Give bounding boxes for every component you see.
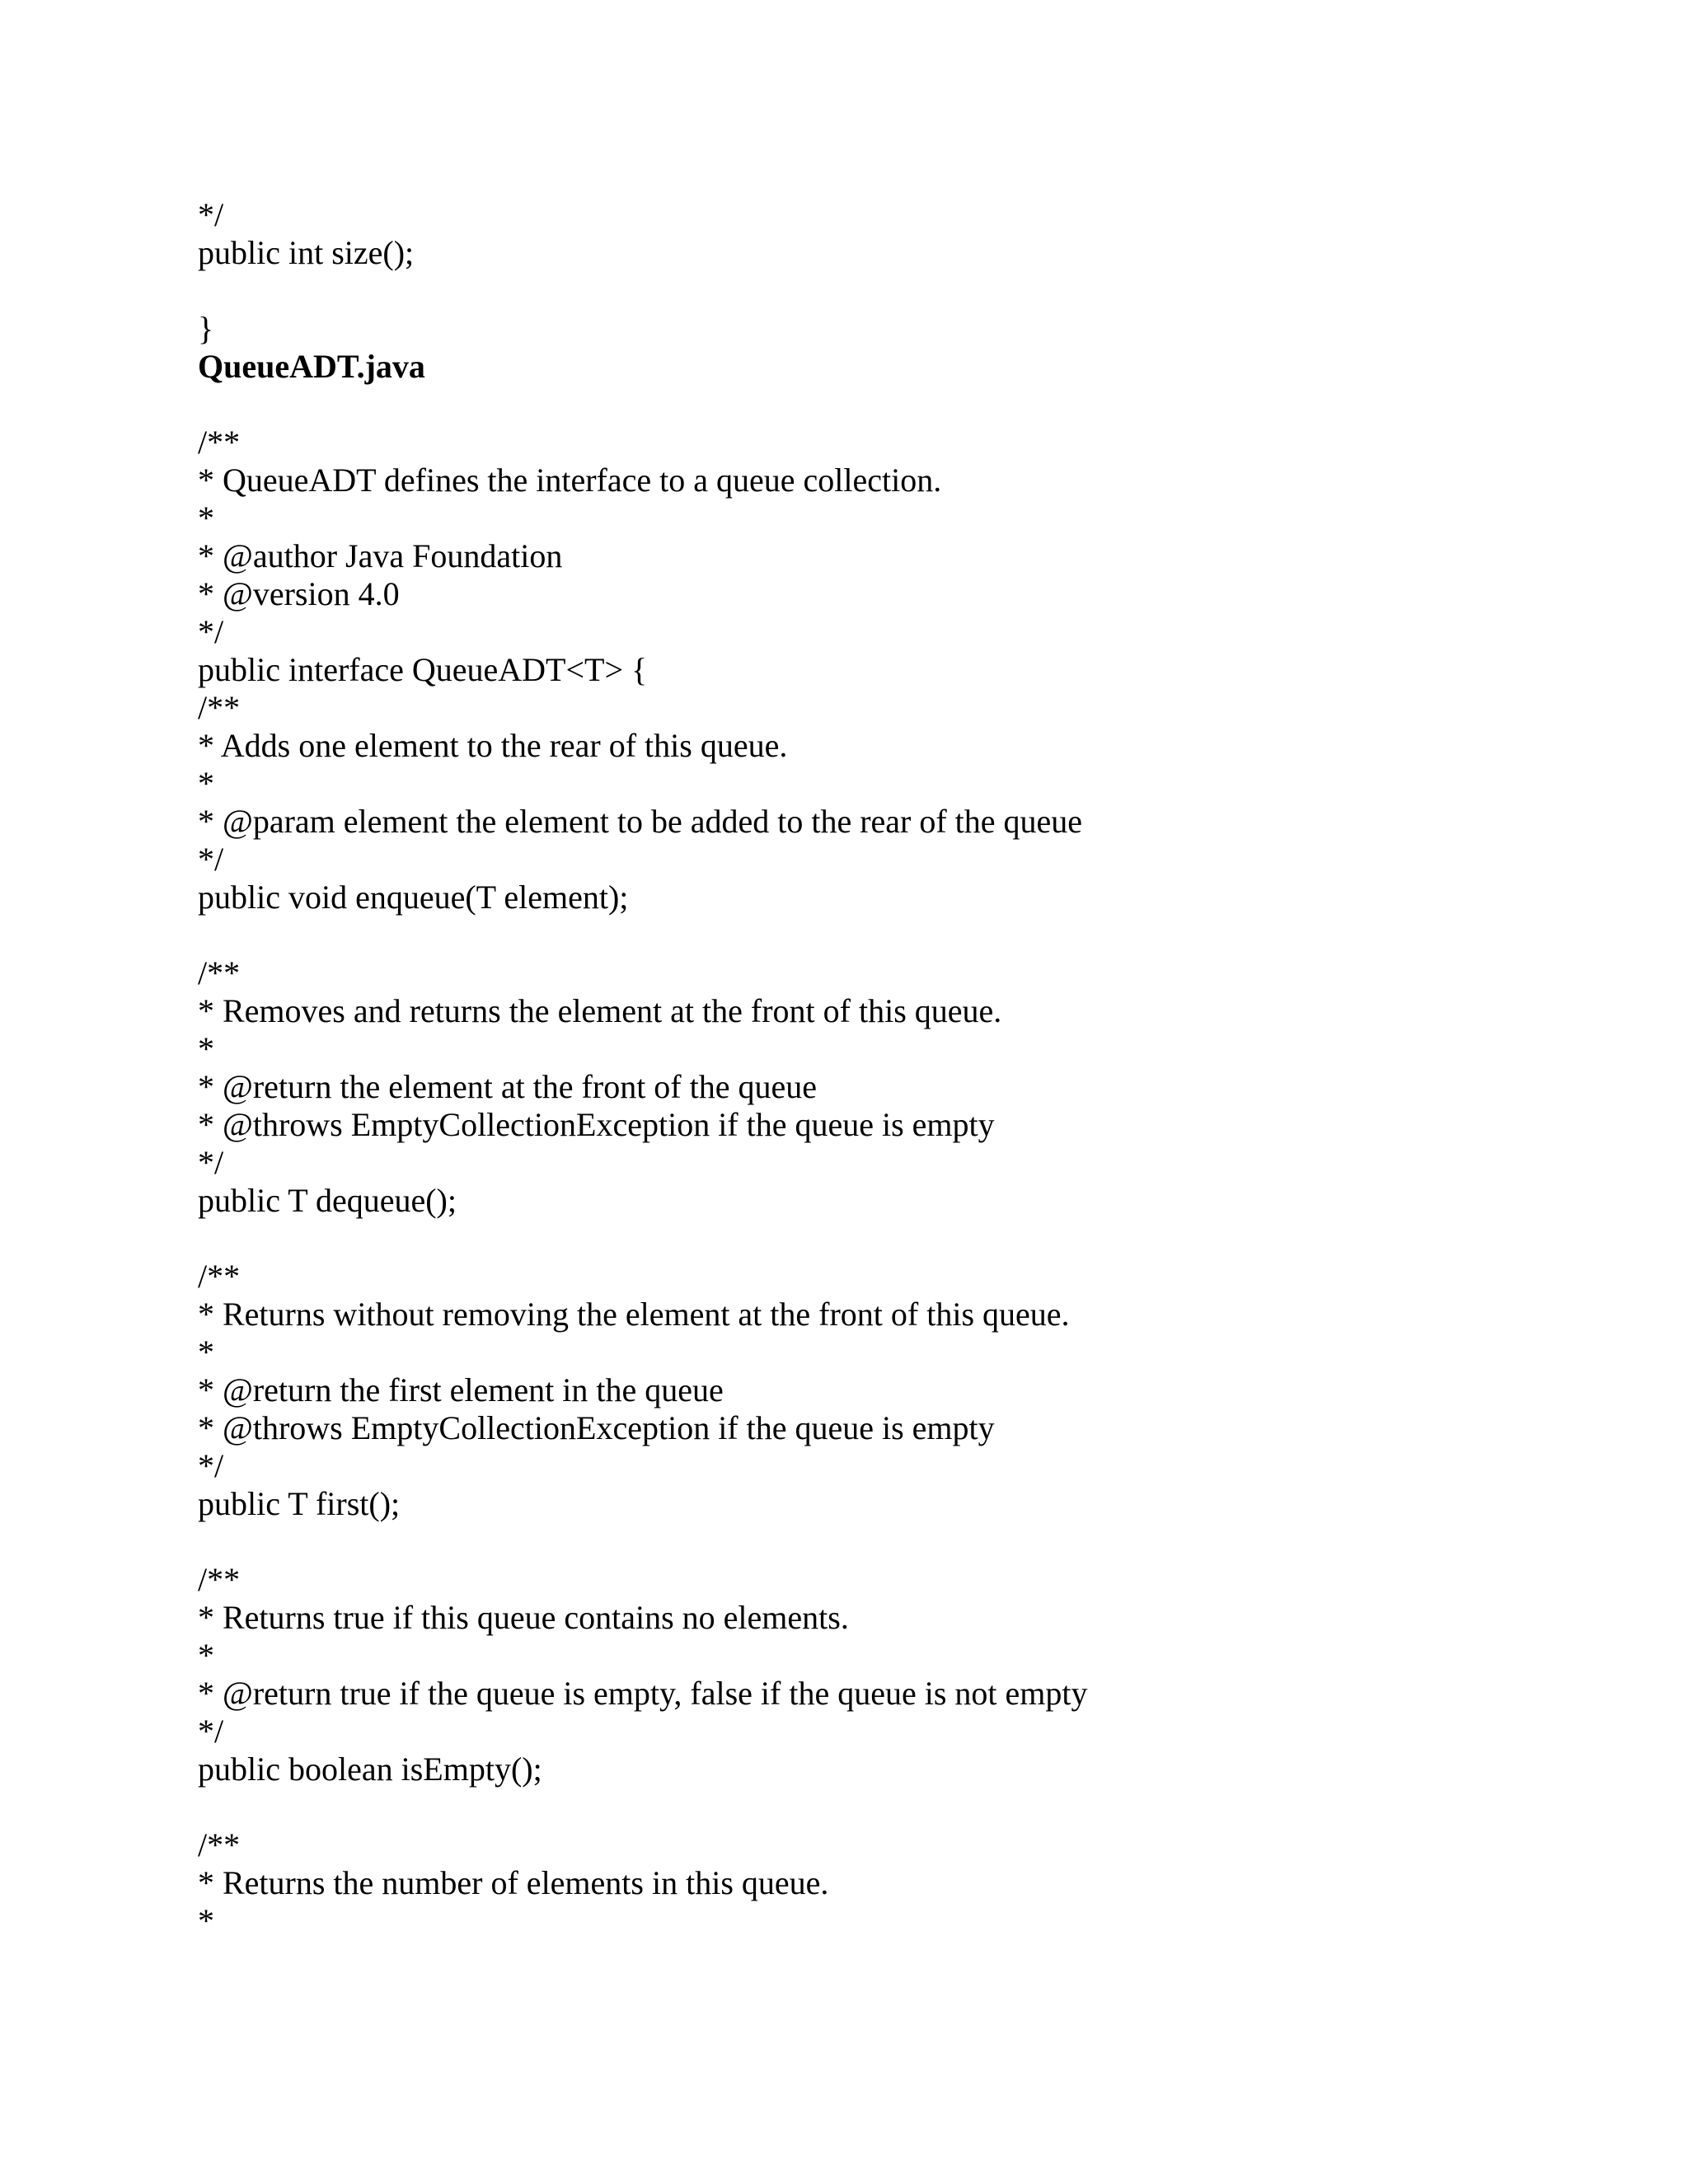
code-line: public boolean isEmpty();: [198, 1750, 542, 1788]
code-line: */: [198, 196, 224, 233]
code-line: /**: [198, 689, 241, 726]
code-line: * Returns true if this queue contains no elements.: [198, 1599, 849, 1636]
code-line: * Removes and returns the element at the front of this queue.: [198, 992, 1002, 1029]
code-line: */: [198, 1144, 224, 1181]
code-line: * @return the element at the front of the queue: [198, 1068, 817, 1105]
code-line: * @author Java Foundation: [198, 537, 563, 574]
code-line: public void enqueue(T element);: [198, 879, 629, 916]
code-line: /**: [198, 1826, 241, 1863]
code-line: * @throws EmptyCollectionException if the queue is empty: [198, 1409, 995, 1446]
code-line: */: [198, 1447, 224, 1484]
code-line: }: [198, 310, 214, 347]
code-line: *: [198, 1902, 214, 1939]
code-line: * @throws EmptyCollectionException if the queue is empty: [198, 1106, 995, 1143]
code-line: public T dequeue();: [198, 1182, 457, 1219]
code-line: * @return the first element in the queue: [198, 1371, 724, 1408]
code-line: /**: [198, 1258, 241, 1295]
file-heading: QueueADT.java: [198, 348, 425, 385]
code-line: /**: [198, 954, 241, 991]
code-line: /**: [198, 1561, 241, 1598]
code-line: public T first();: [198, 1485, 401, 1522]
code-line: * @version 4.0: [198, 575, 400, 612]
code-line: * Returns the number of elements in this queue.: [198, 1864, 829, 1901]
code-line: * @param element the element to be added to the rear of the queue: [198, 803, 1083, 840]
code-line: */: [198, 613, 224, 650]
code-line: public int size();: [198, 234, 415, 271]
code-line: *: [198, 1333, 214, 1371]
code-line: */: [198, 1713, 224, 1750]
code-line: * QueueADT defines the interface to a queue collection.: [198, 462, 942, 499]
code-line: public interface QueueADT<T> {: [198, 651, 648, 688]
code-line: *: [198, 765, 214, 802]
code-line: *: [198, 1030, 214, 1067]
code-line: /**: [198, 424, 241, 461]
code-line: */: [198, 841, 224, 878]
code-line: * Adds one element to the rear of this queue.: [198, 727, 788, 764]
code-line: *: [198, 499, 214, 537]
code-listing: [198, 196, 1599, 1940]
code-line: * @return true if the queue is empty, false if the queue is not empty: [198, 1675, 1088, 1712]
code-line: *: [198, 1637, 214, 1674]
code-line: * Returns without removing the element at the front of this queue.: [198, 1296, 1070, 1333]
